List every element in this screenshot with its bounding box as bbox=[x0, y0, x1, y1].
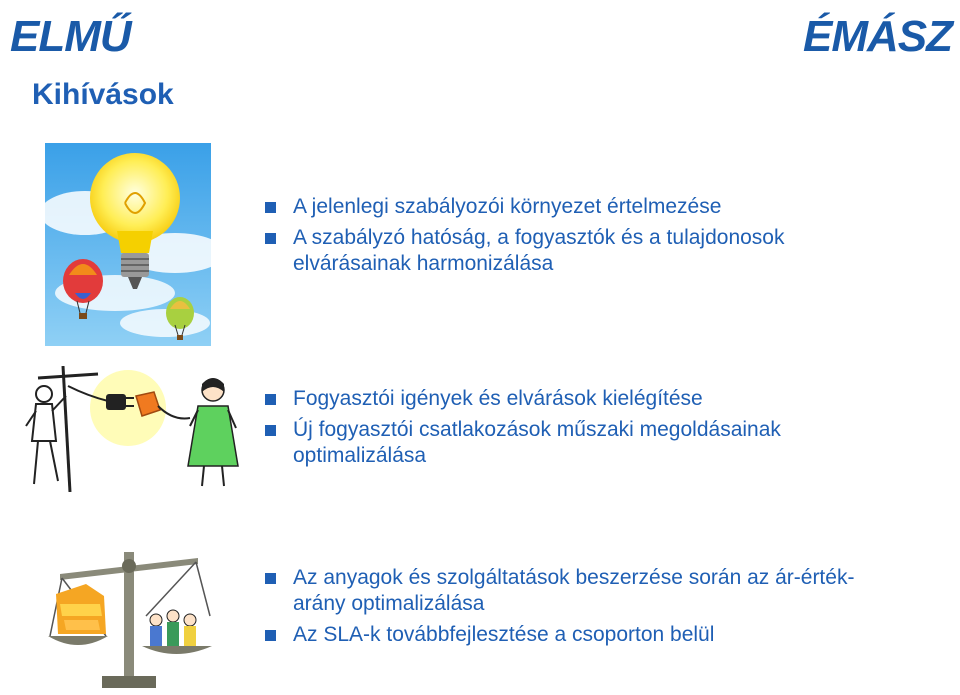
list-item: Az anyagok és szolgáltatások beszerzése során az ár-érték-arány optimalizálása bbox=[265, 565, 905, 617]
light-bulb-illustration bbox=[45, 143, 211, 346]
slide-title: Kihívások bbox=[32, 78, 174, 111]
elmu-logo: ELMŰ bbox=[10, 12, 131, 61]
bullet-square-icon bbox=[265, 202, 276, 213]
list-item: Új fogyasztói csatlakozások műszaki megoldásainak optimalizálása bbox=[265, 417, 905, 469]
list-item: Az SLA-k továbbfejlesztése a csoporton belül bbox=[265, 622, 905, 648]
list-item: A szabályzó hatóság, a fogyasztók és a tulajdonosok elvárásainak harmonizálása bbox=[265, 225, 905, 277]
bullet-square-icon bbox=[265, 425, 276, 436]
electrician-plug-illustration bbox=[8, 366, 240, 492]
bullet-list-2 bbox=[265, 386, 905, 474]
emasz-logo: ÉMÁSZ bbox=[803, 12, 952, 61]
bullet-list-3 bbox=[265, 565, 905, 653]
bullet-square-icon bbox=[265, 394, 276, 405]
bullet-square-icon bbox=[265, 573, 276, 584]
scales-illustration bbox=[46, 544, 214, 690]
bullet-square-icon bbox=[265, 233, 276, 244]
bullet-list-1 bbox=[265, 194, 905, 282]
list-item: Fogyasztói igények és elvárások kielégítése bbox=[265, 386, 905, 412]
list-item: A jelenlegi szabályozói környezet értelmezése bbox=[265, 194, 905, 220]
bullet-square-icon bbox=[265, 630, 276, 641]
